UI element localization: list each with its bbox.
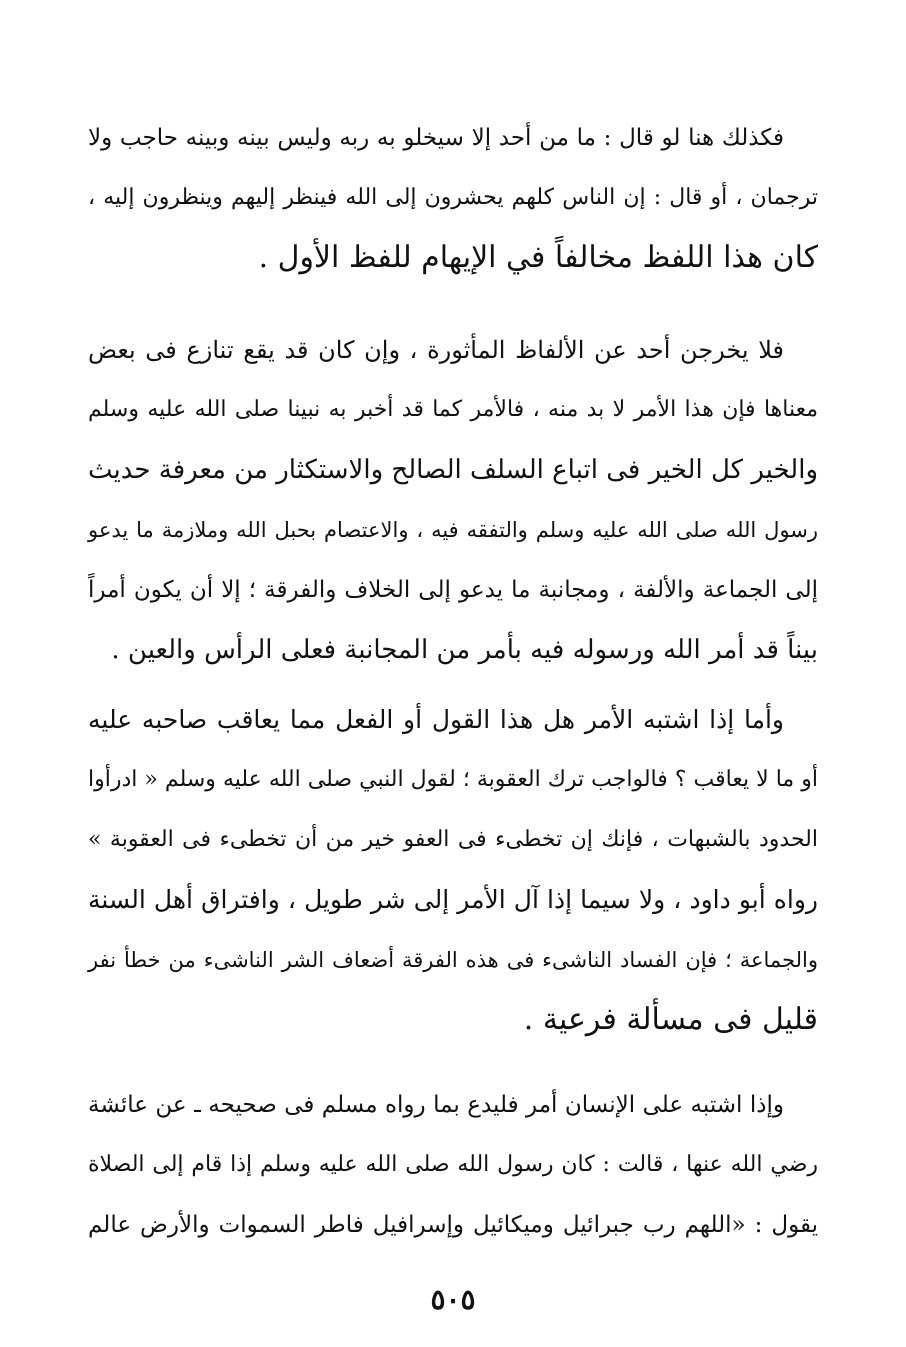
text-line: رضي الله عنها ، قالت : كان رسول الله صلى الله عليه وسلم إذا قام إلى الصلاة <box>88 1152 818 1177</box>
text-line: أو ما لا يعاقب ؟ فالواجب ترك العقوبة ؛ لقول النبي صلى الله عليه وسلم « ادرأوا <box>88 767 818 792</box>
page-number: ٥٠٥ <box>430 1283 476 1316</box>
text-line: كان هذا اللفظ مخالفاً في الإيهام للفظ الأول . <box>258 240 818 275</box>
text-line: فكذلك هنا لو قال : ما من أحد إلا سيخلو به ربه وليس بينه وبينه حاجب ولا <box>88 125 784 151</box>
text-line: وأما إذا اشتبه الأمر هل هذا القول أو الفعل مما يعاقب صاحبه عليه <box>88 705 784 734</box>
text-line: بيناً قد أمر الله ورسوله فيه بأمر من المجانبة فعلى الرأس والعين . <box>111 635 818 665</box>
text-line: فلا يخرجن أحد عن الألفاظ المأثورة ، وإن كان قد يقع تنازع فى بعض <box>88 336 785 364</box>
text-line: ترجمان ، أو قال : إن الناس كلهم يحشرون إلى الله فينظر إليهم وينظرون إليه ، <box>88 185 818 210</box>
paragraph-2 <box>88 320 818 680</box>
text-line: رسول الله صلى الله عليه وسلم والتفقه فيه ، والاعتصام بحبل الله وملازمة ما يدعو <box>88 518 818 542</box>
text-line: رواه أبو داود ، ولا سيما إذا آل الأمر إلى شر طويل ، وافتراق أهل السنة <box>88 885 818 914</box>
paragraph-4 <box>88 1075 818 1255</box>
text-line: معناها فإن هذا الأمر لا بد منه ، فالأمر كما قد أخبر به نبينا صلى الله عليه وسلم <box>88 397 818 422</box>
text-line: يقول : «اللهم رب جبرائيل وميكائيل وإسرافيل فاطر السموات والأرض عالم <box>88 1212 818 1238</box>
paragraph-3 <box>88 690 818 1050</box>
text-line: والخير كل الخير فى اتباع السلف الصالح والاستكثار من معرفة حديث <box>88 455 818 485</box>
text-line: والجماعة ؛ فإن الفساد الناشىء فى هذه الفرقة أضعاف الشر الناشىء من خطأ نفر <box>88 948 818 972</box>
paragraph-1 <box>88 108 818 288</box>
text-line: وإذا اشتبه على الإنسان أمر فليدع بما رواه مسلم فى صحيحه ـ عن عائشة <box>88 1092 784 1118</box>
text-line: قليل فى مسألة فرعية . <box>523 1002 818 1037</box>
text-line: إلى الجماعة والألفة ، ومجانبة ما يدعو إلى الخلاف والفرقة ؛ إلا أن يكون أمراً <box>88 577 818 603</box>
text-line: الحدود بالشبهات ، فإنك إن تخطىء فى العفو خير من أن تخطىء فى العقوبة » <box>88 827 818 852</box>
